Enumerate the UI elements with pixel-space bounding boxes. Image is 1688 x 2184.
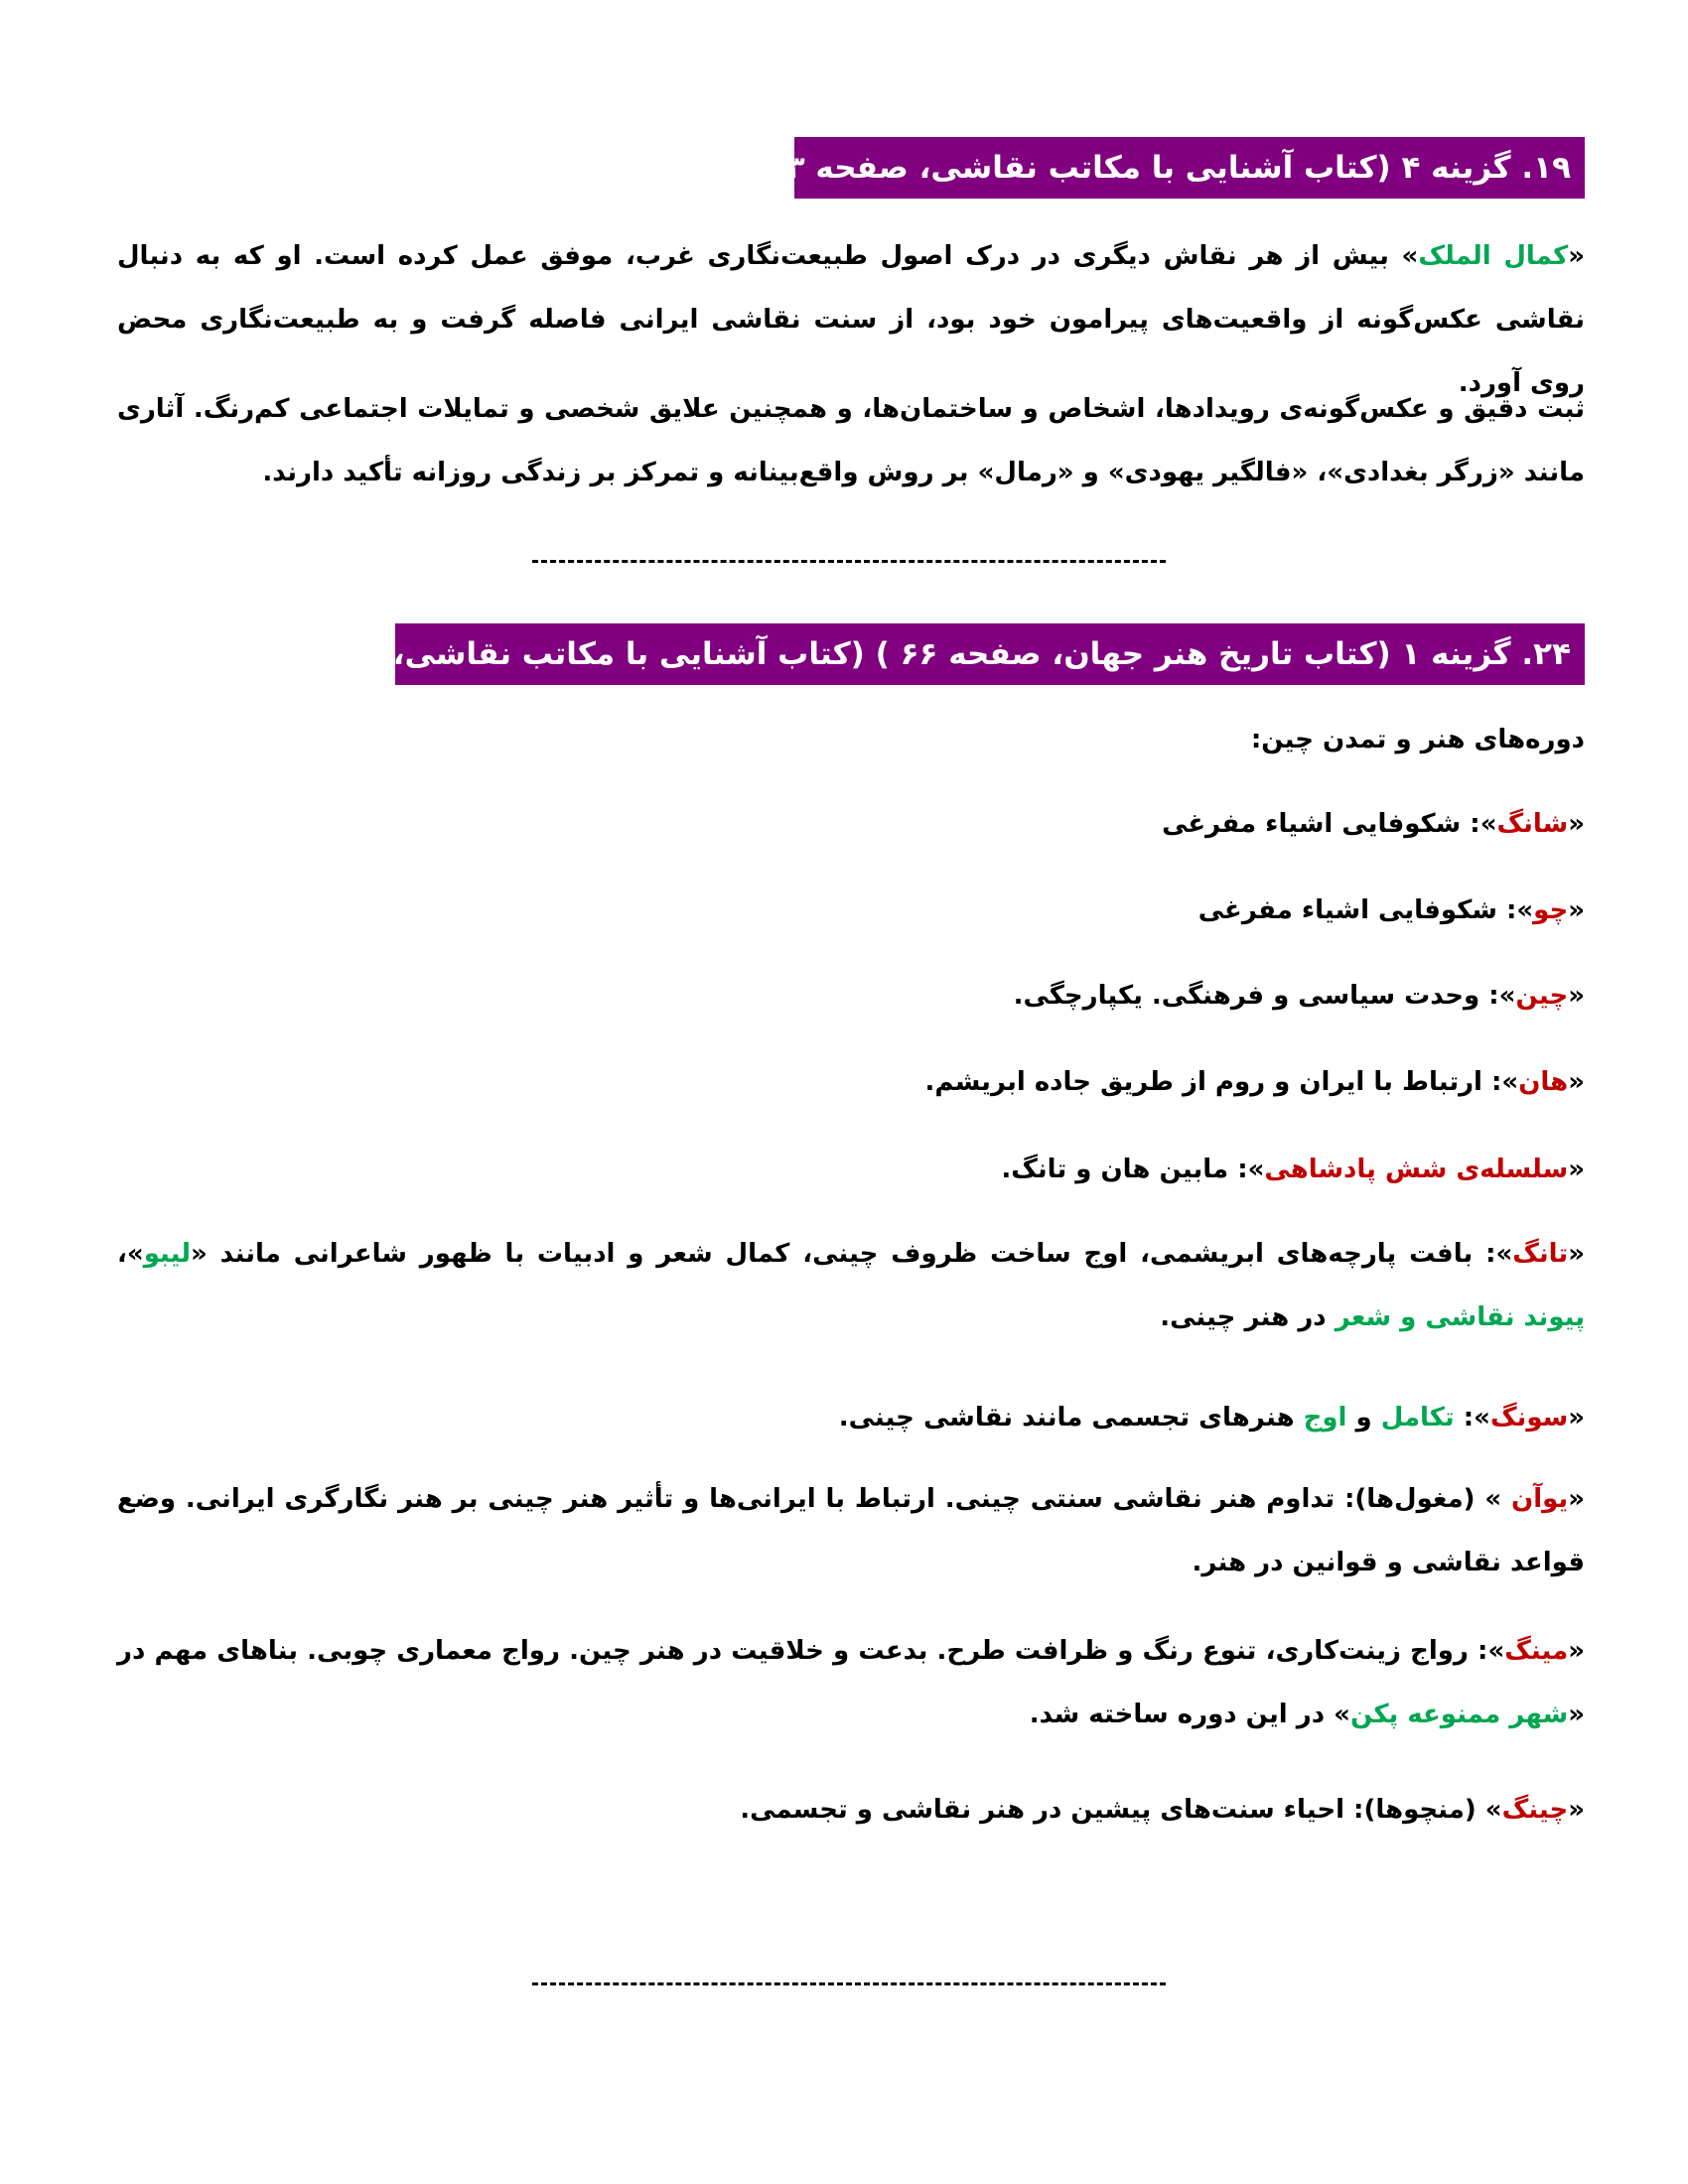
period-name: یوآن [1511, 1484, 1569, 1514]
list-item: «چین»: وحدت سیاسی و فرهنگی. یکپارچگی. [1013, 981, 1585, 1011]
answer-24-header: ۲۴. گزینه ۱ (کتاب تاریخ هنر جهان، صفحه ۶۶ ) (کتاب آشنایی با مکاتب نقاشی، صفحه ۷۸) [395, 623, 1585, 685]
list-item: «سلسله‌ی شش پادشاهی»: مابین هان و تانگ. [1001, 1155, 1585, 1184]
quote-open: « [1568, 241, 1585, 271]
period-desc: در هنر چینی. [1160, 1302, 1336, 1332]
period-desc: : ارتباط با ایران و روم از طریق جاده ابریشم. [924, 1067, 1502, 1097]
highlight-term: اوج [1303, 1403, 1347, 1433]
period-desc: : بافت پارچه‌های ابریشمی، اوج ساخت ظروف چینی، کمال شعر و ادبیات با ظهور شاعرانی مانند [207, 1239, 1496, 1269]
period-desc: : مابین هان و تانگ. [1001, 1155, 1248, 1184]
highlight-term: شهر ممنوعه پکن [1349, 1700, 1569, 1729]
list-item: «مینگ»: رواج زینت‌کاری، تنوع رنگ و ظرافت طرح. بدعت و خلاقیت در هنر چین. رواج معماری چوبی. بناهای مهم در «شهر ممنوعه پکن» در این دوره ساخته شد. [117, 1636, 1585, 1729]
period-desc: در این دوره ساخته شد. [1029, 1700, 1335, 1729]
realism-paragraph: ثبت دقیق و عکس‌گونه‌ی رویدادها، اشخاص و ساختمان‌ها، و همچنین علایق شخصی و تمایلات اجتماعی کم‌رنگ. آثاری مانند «زرگر بغدادی»، «فالگیر یهودی» و «رمال» بر روش واقع‌بینانه و تمرکز بر زندگی روزانه تأکید دارند. [117, 394, 1585, 487]
highlight-term: کمال الملک [1418, 241, 1569, 271]
chinese-periods-intro: دوره‌های هنر و تمدن چین: [1250, 725, 1585, 754]
paragraph-text: بیش از هر نقاش دیگری در درک اصول طبیعت‌نگاری غرب، موفق عمل کرده است. او که به دنبال نقاشی عکس‌گونه از واقعیت‌های پیرامون خود بود، از سنت نقاشی ایرانی فاصله گرفت و به طبیعت‌نگاری محض روی آورد. [117, 241, 1585, 398]
period-desc: » (مغول‌ها): تداوم هنر نقاشی سنتی چینی. ارتباط با ایرانی‌ها و تأثیر هنر چینی بر هنر نگارگری ایرانی. وضع قواعد نقاشی و قوانین در هنر. [117, 1484, 1585, 1577]
dashed-separator [532, 1982, 1166, 1985]
period-desc: : شکوفایی اشیاء مفرغی [1162, 809, 1480, 839]
period-desc: : وحدت سیاسی و فرهنگی. یکپارچگی. [1013, 981, 1499, 1011]
period-name: تانگ [1512, 1239, 1569, 1269]
period-name: چو [1533, 895, 1569, 925]
period-desc: » (منچوها): احیاء سنت‌های پیشین در هنر نقاشی و تجسمی. [740, 1795, 1502, 1825]
list-item: «چینگ» (منچوها): احیاء سنت‌های پیشین در هنر نقاشی و تجسمی. [740, 1795, 1585, 1825]
period-desc: : [1454, 1403, 1475, 1433]
list-item: «هان»: ارتباط با ایران و روم از طریق جاده ابریشم. [924, 1067, 1585, 1097]
period-desc: : رواج زینت‌کاری، تنوع رنگ و ظرافت طرح. بدعت و خلاقیت در هنر چین. رواج معماری چوبی. بناهای مهم در [117, 1636, 1488, 1666]
period-name: چین [1515, 981, 1569, 1011]
period-name: هان [1518, 1067, 1569, 1097]
list-item: «تانگ»: بافت پارچه‌های ابریشمی، اوج ساخت ظروف چینی، کمال شعر و ادبیات با ظهور شاعرانی مانند «لیبو»، پیوند نقاشی و شعر در هنر چینی. [117, 1239, 1585, 1332]
answer-19-header: ۱۹. گزینه ۴ (کتاب آشنایی با مکاتب نقاشی، صفحه ۵۳ و ۵۶) [794, 137, 1585, 199]
list-item: «چو»: شکوفایی اشیاء مفرغی [1197, 895, 1585, 925]
highlight-term: پیوند نقاشی و شعر [1335, 1302, 1585, 1332]
highlight-term: تکامل [1380, 1403, 1455, 1433]
list-item: «سونگ»: تکامل و اوج هنرهای تجسمی مانند نقاشی چینی. [838, 1403, 1585, 1433]
list-item: «شانگ»: شکوفایی اشیاء مفرغی [1162, 809, 1585, 839]
period-name: شانگ [1496, 809, 1569, 839]
period-name: مینگ [1504, 1636, 1569, 1666]
separator-text: و [1346, 1403, 1381, 1433]
dashed-separator [532, 560, 1166, 563]
quote-close: » [1401, 241, 1419, 271]
highlight-term: لیبو [143, 1239, 191, 1269]
period-desc: : شکوفایی اشیاء مفرغی [1197, 895, 1517, 925]
period-name: چینگ [1501, 1795, 1569, 1825]
list-item: «یوآن » (مغول‌ها): تداوم هنر نقاشی سنتی چینی. ارتباط با ایرانی‌ها و تأثیر هنر چینی بر هنر نگارگری ایرانی. وضع قواعد نقاشی و قوانین در هنر. [117, 1484, 1585, 1577]
separator-text: ، [117, 1239, 127, 1269]
period-name: سلسله‌ی شش پادشاهی [1264, 1155, 1569, 1184]
period-desc: هنرهای تجسمی مانند نقاشی چینی. [838, 1403, 1304, 1433]
period-name: سونگ [1489, 1403, 1569, 1433]
